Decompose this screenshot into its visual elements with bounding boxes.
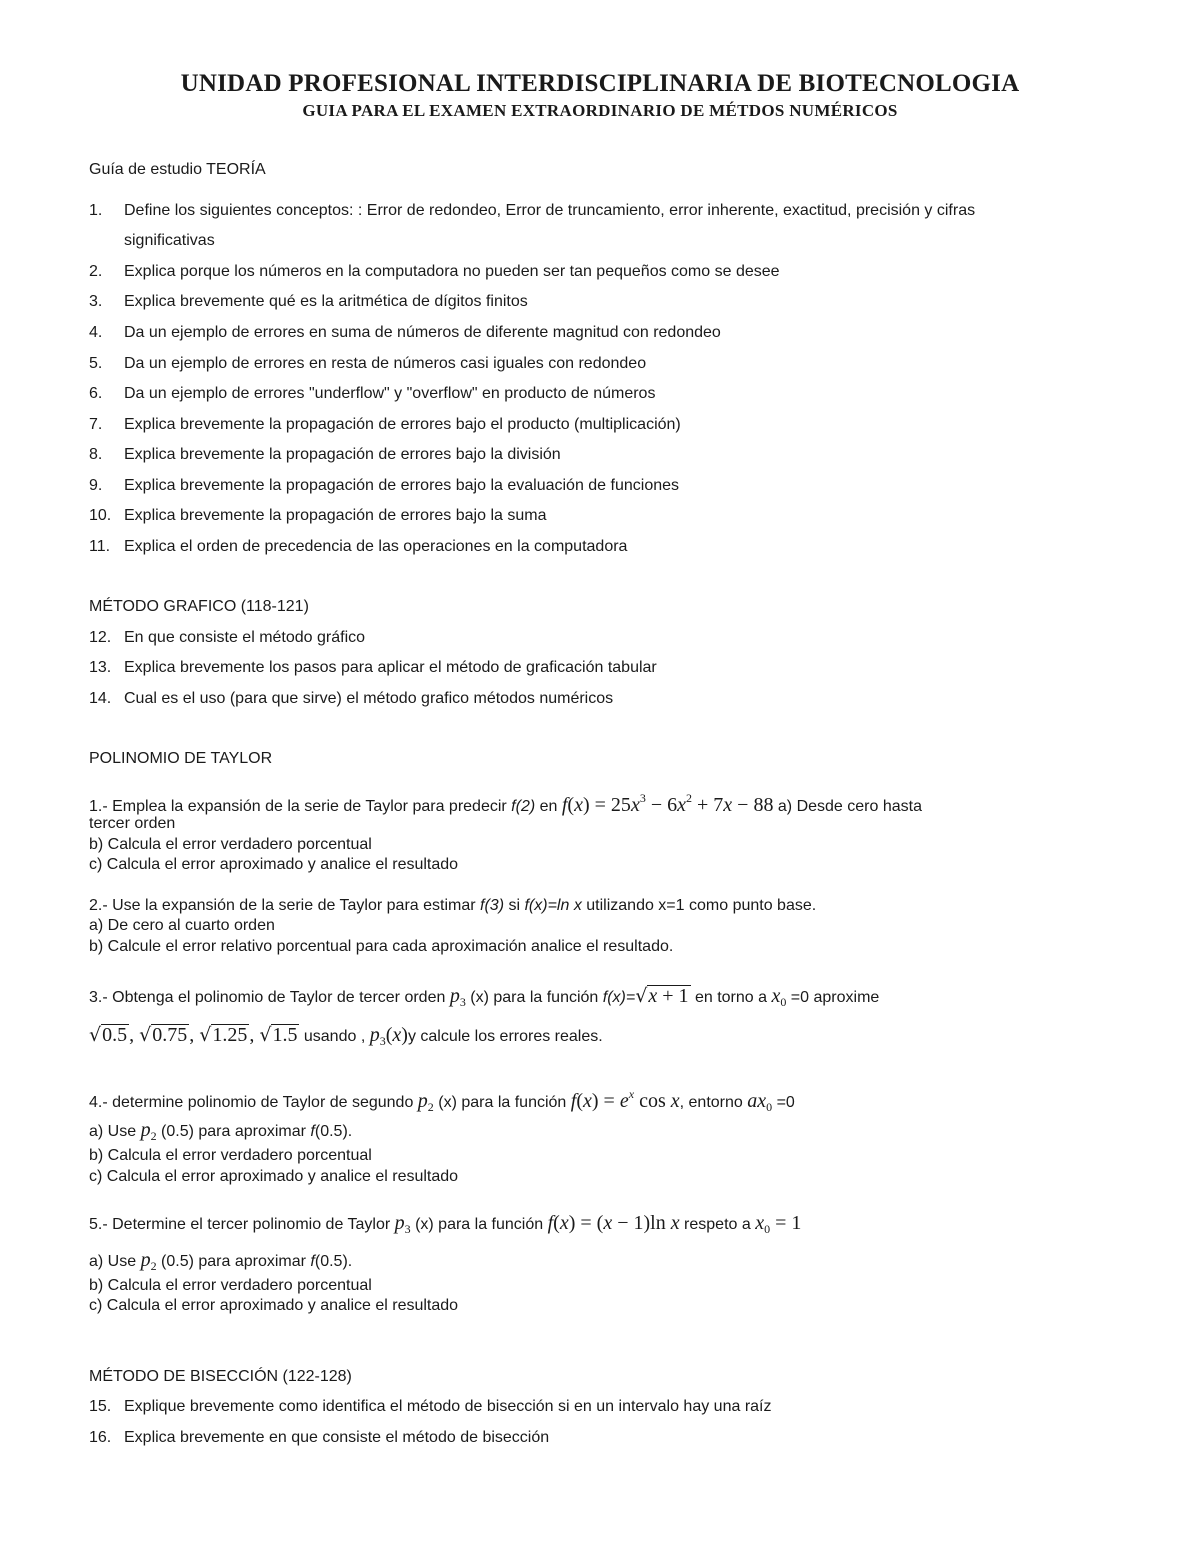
list-item: En que consiste el método gráfico bbox=[124, 629, 366, 646]
list-item-continuation: significativas bbox=[124, 232, 215, 249]
list-item: Cual es el uso (para que sirve) el método grafico métodos numéricos bbox=[124, 690, 614, 707]
list-item-number: 14. bbox=[89, 690, 112, 707]
list-item: Explica brevemente la propagación de errores bajo la división bbox=[124, 446, 561, 463]
taylor-problem-4-b: b) Calcula el error verdadero porcentual bbox=[89, 1147, 372, 1164]
list-item: Define los siguientes conceptos: : Error de redondeo, Error de truncamiento, error inherente, exactitud, precisión y cifras bbox=[124, 202, 976, 219]
taylor-problem-3: 3.- Obtenga el polinomio de Taylor de tercer orden $p_3$ (x) para la función f(x)=√x + 1 en torno a $x_0 =0$ aproxime bbox=[89, 985, 880, 1009]
formula-p1: $f(x) = 25x^3 - 6x^2 + 7x - 88$ bbox=[561, 791, 774, 816]
list-item: Explica brevemente la propagación de errores bajo la suma bbox=[124, 507, 547, 524]
taylor-problem-1-b: b) Calcula el error verdadero porcentual bbox=[89, 836, 372, 853]
taylor-problem-5-a: a) Use $p_2$ (0.5) para aproximar f(0.5). bbox=[89, 1249, 353, 1273]
taylor-problem-5-c: c) Calcula el error aproximado y analice el resultado bbox=[89, 1297, 459, 1314]
taylor-problem-2: 2.- Use la expansión de la serie de Taylor para estimar f(3) si f(x)=ln x utilizando x=1 como punto base. bbox=[89, 897, 817, 914]
list-item-number: 12. bbox=[89, 629, 112, 646]
formula-p5: f(x) = (x − 1)ln x bbox=[547, 1212, 680, 1234]
section-heading-teoria: Guía de estudio TEORÍA bbox=[89, 161, 266, 178]
list-item: Explica brevemente qué es la aritmética de dígitos finitos bbox=[124, 293, 528, 310]
taylor-problem-5: 5.- Determine el tercer polinomio de Taylor $p_3$ (x) para la función f(x) = (x − 1)ln x respeto a $x_0 = 1$ bbox=[89, 1212, 802, 1236]
taylor-problem-4-a: a) Use $p_2$ (0.5) para aproximar f(0.5). bbox=[89, 1119, 353, 1143]
list-item-number: 10. bbox=[89, 507, 112, 524]
list-item: Explica brevemente la propagación de errores bajo el producto (multiplicación) bbox=[124, 416, 681, 433]
list-item-number: 15. bbox=[89, 1398, 112, 1415]
taylor-problem-5-b: b) Calcula el error verdadero porcentual bbox=[89, 1277, 372, 1294]
list-item: Explica brevemente la propagación de errores bajo la evaluación de funciones bbox=[124, 477, 680, 494]
list-item: Da un ejemplo de errores "underflow" y "overflow" en producto de números bbox=[124, 385, 656, 402]
list-item-number: 2. bbox=[89, 263, 103, 280]
list-item-number: 13. bbox=[89, 659, 112, 676]
list-item: Explica brevemente en que consiste el método de bisección bbox=[124, 1429, 550, 1446]
document-title: UNIDAD PROFESIONAL INTERDISCIPLINARIA DE BIOTECNOLOGIA bbox=[180, 70, 1020, 97]
list-item: Explica brevemente los pasos para aplicar el método de graficación tabular bbox=[124, 659, 657, 676]
formula-p4: $f(x) = e^x$ cos x bbox=[570, 1087, 680, 1112]
list-item: Explique brevemente como identifica el método de bisección si en un intervalo hay una raíz bbox=[124, 1398, 772, 1415]
section-heading-taylor: POLINOMIO DE TAYLOR bbox=[89, 750, 273, 767]
document-subtitle: GUIA PARA EL EXAMEN EXTRAORDINARIO DE MÉTDOS NUMÉRICOS bbox=[302, 101, 898, 120]
taylor-problem-1: 1.- Emplea la expansión de la serie de Taylor para predecir f(2) en $f(x) = 25x^3 - 6x^2 + 7x - 88$ a) Desde cero hasta bbox=[89, 791, 922, 816]
taylor-problem-4-c: c) Calcula el error aproximado y analice el resultado bbox=[89, 1168, 459, 1185]
list-item-number: 8. bbox=[89, 446, 103, 463]
taylor-problem-3-cont: √0.5 , √0.75 , √1.25 , √1.5 usando , $p_3(x)y$ calcule los errores reales. bbox=[89, 1024, 603, 1048]
sqrt-formula: √x + 1 bbox=[635, 985, 689, 1007]
list-item-number: 16. bbox=[89, 1429, 112, 1446]
list-item: Explica el orden de precedencia de las operaciones en la computadora bbox=[124, 538, 628, 555]
list-item-number: 7. bbox=[89, 416, 103, 433]
taylor-problem-2-a: a) De cero al cuarto orden bbox=[89, 917, 275, 934]
section-heading-grafico: MÉTODO GRAFICO (118-121) bbox=[89, 598, 309, 615]
list-item-number: 11. bbox=[89, 538, 111, 555]
taylor-problem-2-b: b) Calcule el error relativo porcentual para cada aproximación analice el resultado. bbox=[89, 938, 674, 955]
list-item: Da un ejemplo de errores en resta de números casi iguales con redondeo bbox=[124, 355, 647, 372]
list-item-number: 4. bbox=[89, 324, 103, 341]
sqrt-values: √0.5 , √0.75 , √1.25 , √1.5 bbox=[89, 1024, 298, 1046]
list-item-number: 1. bbox=[89, 202, 103, 219]
section-heading-biseccion: MÉTODO DE BISECCIÓN (122-128) bbox=[89, 1368, 352, 1385]
taylor-problem-4: 4.- determine polinomio de Taylor de segundo $p_2$ (x) para la función $f(x) = e^x$ cos x, entorno $ax_0 =0$ bbox=[89, 1087, 795, 1114]
list-item-number: 6. bbox=[89, 385, 103, 402]
taylor-problem-1-c: c) Calcula el error aproximado y analice el resultado bbox=[89, 856, 459, 873]
list-item-number: 5. bbox=[89, 355, 103, 372]
list-item: Da un ejemplo de errores en suma de números de diferente magnitud con redondeo bbox=[124, 324, 721, 341]
list-item-number: 9. bbox=[89, 477, 103, 494]
list-item: Explica porque los números en la computadora no pueden ser tan pequeños como se desee bbox=[124, 263, 780, 280]
taylor-problem-1-cont: tercer orden bbox=[89, 815, 176, 832]
list-item-number: 3. bbox=[89, 293, 103, 310]
